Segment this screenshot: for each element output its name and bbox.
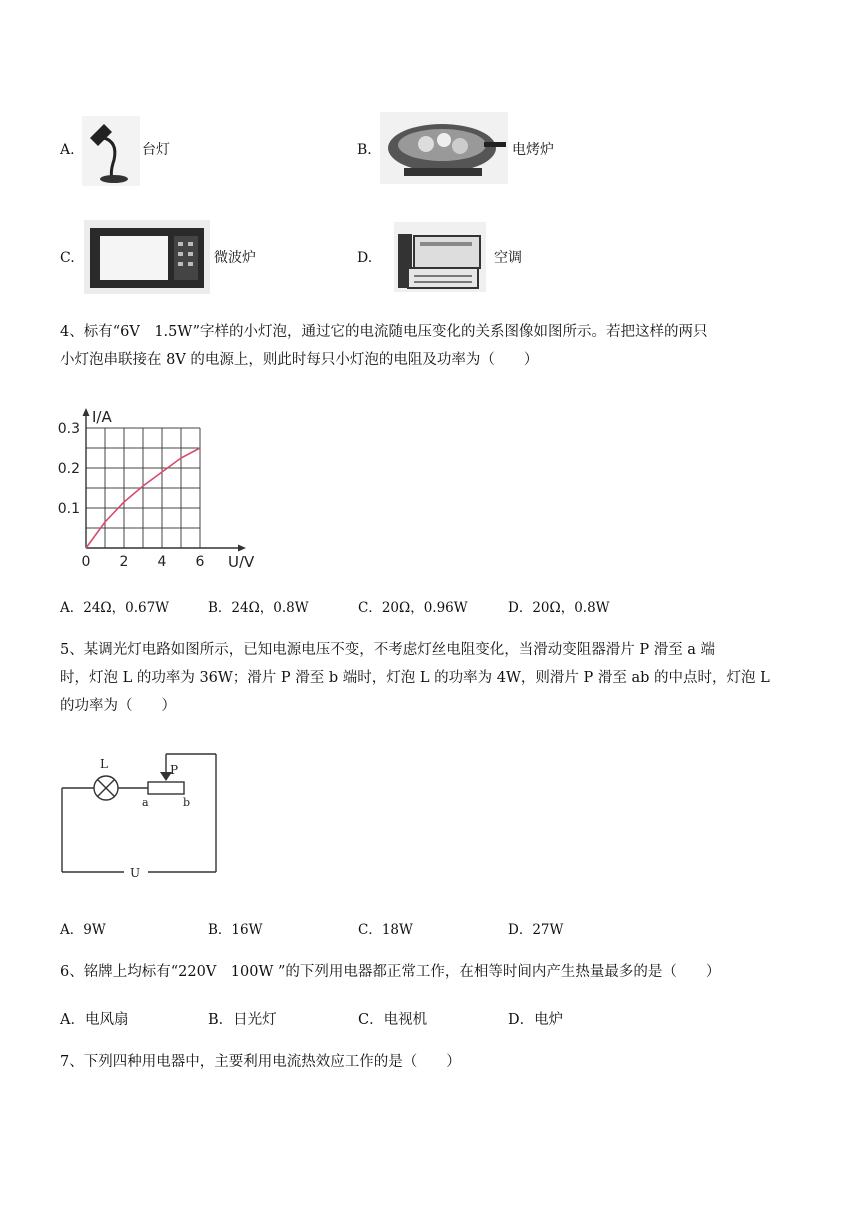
question-5-line-1: 5、某调光灯电路如图所示，已知电源电压不变，不考虑灯丝电阻变化，当滑动变阻器滑片 P 滑至 a 端 [60,642,716,658]
x-tick-label: 0 [81,554,91,568]
option-label: 台灯 [142,142,170,158]
y-axis-arrow-icon [83,408,90,416]
y-tick-label: 0.1 [57,501,80,517]
question-5-option-a: A．9W [60,922,106,938]
question-4-option-b: B．24Ω，0.8W [208,600,309,616]
air-conditioner-icon [394,222,486,292]
question-6-option-b: B．日光灯 [208,1012,277,1028]
question-6-option-c: C．电视机 [358,1012,428,1028]
electric-grill-icon [380,112,508,184]
x-axis-arrow-icon [238,545,246,552]
y-tick-label: 0.2 [57,461,80,477]
label-slider: P [170,763,179,777]
question-4-option-a: A．24Ω，0.67W [60,600,170,616]
question-4-line-1: 4、标有“6V 1.5W”字样的小灯泡，通过它的电流随电压变化的关系图像如图所示。若把这样的两只 [60,324,708,340]
y-axis-label: I/A [92,408,112,426]
question-5-line-3: 的功率为（ ） [60,698,176,714]
microwave-oven-icon [84,220,210,294]
option-letter: D. [357,250,373,266]
current-voltage-chart [52,398,272,568]
label-end-b: b [183,796,191,809]
question-5 [60,636,820,720]
option-label: 空调 [494,250,522,266]
question-4-option-c: C．20Ω，0.96W [358,600,468,616]
option-label: 微波炉 [214,250,256,266]
x-tick-label: 6 [195,554,205,568]
y-tick-label: 0.3 [57,421,80,437]
question-5-option-b: B．16W [208,922,263,938]
question-4-option-d: D．20Ω，0.8W [508,600,610,616]
option-label: 电烤炉 [512,142,554,158]
question-5-option-d: D．27W [508,922,564,938]
option-letter: B. [357,142,372,158]
dimmer-circuit-diagram [56,744,226,884]
label-lamp: L [100,757,108,771]
label-source: U [130,866,141,880]
question-4-line-2: 小灯泡串联接在 8V 的电源上，则此时每只小灯泡的电阻及功率为（ ） [60,352,539,368]
desk-lamp-icon [82,116,140,186]
question-6-option-a: A．电风扇 [60,1012,129,1028]
option-letter: C. [60,250,75,266]
question-7: 7、下列四种用电器中，主要利用电流热效应工作的是（ ） [60,1054,461,1070]
x-axis-label: U/V [228,553,255,568]
option-letter: A. [60,142,75,158]
question-4 [60,318,820,374]
x-tick-label: 2 [119,554,129,568]
question-6: 6、铭牌上均标有“220V 100W ”的下列用电器都正常工作，在相等时间内产生热量最多的是（ ） [60,964,721,980]
question-5-option-c: C．18W [358,922,413,938]
x-tick-label: 4 [157,554,167,568]
question-5-line-2: 时，灯泡 L 的功率为 36W；滑片 P 滑至 b 端时，灯泡 L 的功率为 4W，则滑片 P 滑至 ab 的中点时，灯泡 L [60,670,770,686]
question-6-option-d: D．电炉 [508,1012,564,1028]
label-end-a: a [142,796,149,809]
